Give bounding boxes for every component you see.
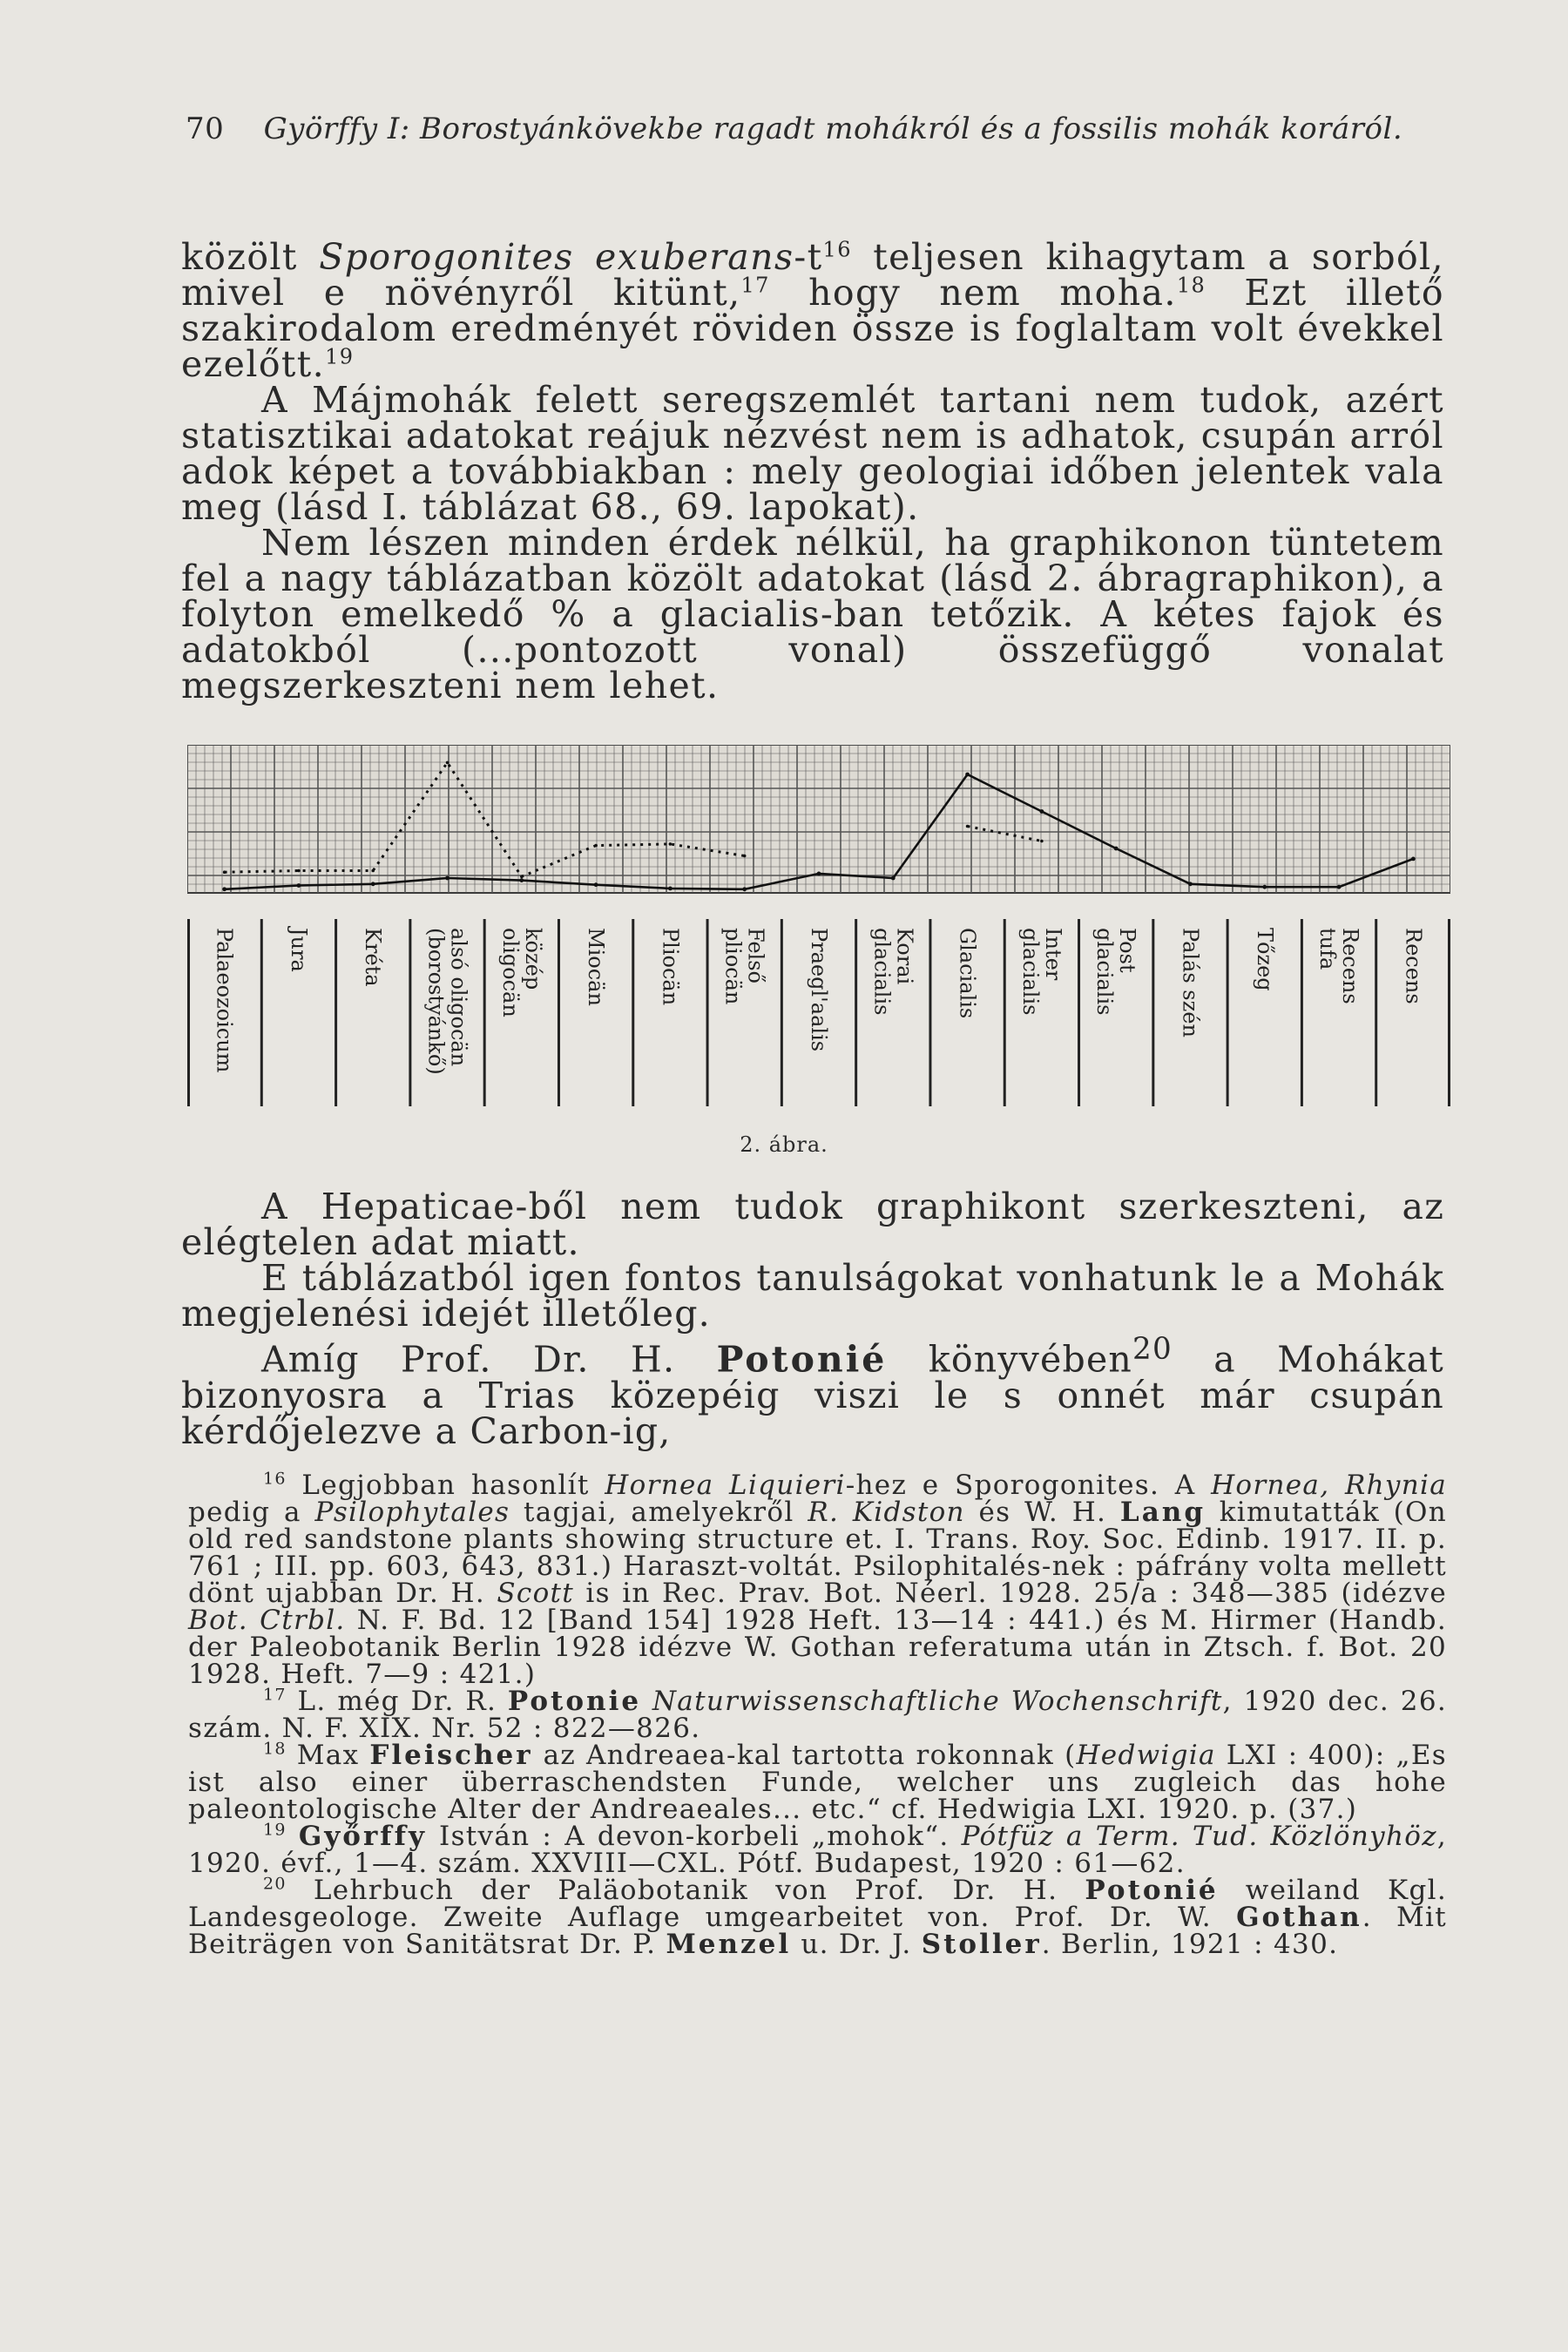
text-run: Ezt illető szakirodalom eredményét röviden össze is foglaltam volt évekkel ezelőtt. <box>181 272 1444 385</box>
category-label: Palás szén <box>1178 928 1203 1037</box>
text-run: -hez e Sporogonites. A <box>845 1470 1212 1501</box>
text-run: L. még Dr. R. <box>286 1686 508 1717</box>
footnote-ref: 20 <box>263 1874 287 1894</box>
text-run: Hornea Liquieri <box>605 1470 846 1501</box>
text-run: Potonié <box>1085 1875 1219 1906</box>
paragraph-after-2 <box>181 1257 1444 1335</box>
text-run: könyvében <box>887 1338 1133 1381</box>
series-point-1 <box>965 773 970 777</box>
text-run: A Májmohák felett seregszemlét tartani nem tudok, azért statisztikai adatokat reájuk nézvést nem is adhatok, csupán arról adok képet a továbbiakban : mely geologiai időben jelentek vala meg (lásd I. táblázat 68., 69. lapokat). <box>181 379 1444 528</box>
text-run: pedig a <box>188 1497 315 1528</box>
category-label: Glacialis <box>955 928 980 1019</box>
category-label: középoligocän <box>497 928 545 1017</box>
text-run: Bot. Ctrbl. <box>188 1605 346 1636</box>
series-point-1 <box>222 887 226 891</box>
series-point-1 <box>371 882 375 886</box>
series-point-1 <box>594 882 598 887</box>
series-point-1 <box>1337 885 1342 889</box>
text-run: Fleischer <box>369 1740 533 1771</box>
text-run: Pótfüz a Term. Tud. Közlönyhöz <box>961 1821 1437 1852</box>
category-label: Koraiglacialis <box>869 928 917 1016</box>
text-run: Hornea, Rhynia <box>1211 1470 1447 1501</box>
series-point-2 <box>297 869 301 873</box>
running-header <box>186 112 1405 146</box>
series-point-1 <box>1411 857 1416 862</box>
text-run: az Andreaea-kal tartotta rokonnak ( <box>532 1740 1077 1771</box>
running-title: Györffy I: Borostyánkövekbe ragadt mohákról és a fossilis mohák koráról. <box>263 112 1403 146</box>
category-label: Postglacialis <box>1092 928 1140 1016</box>
text-run: Max <box>286 1740 370 1771</box>
text-run: N. F. Bd. 12 [Band 154] 1928 Heft. 13—14 : 441.) és M. Hirmer (Handb. der Paleobotanik Berlin 1928 idézve W. Gothan referatuma után in Ztsch. f. Bot. 20 1928. Heft. 7—9 : 421.) <box>188 1605 1447 1690</box>
text-run: A Hepaticae-ből nem tudok graphikont szerkeszteni, az elégtelen adat miatt. <box>181 1186 1444 1263</box>
series-point-1 <box>891 876 896 881</box>
text-run: E táblázatból igen fontos tanulságokat vonhatunk le a Mohák megjelenési idejét illetőleg. <box>181 1257 1444 1335</box>
category-label: alsó oligocän(borostyánkő) <box>423 928 471 1075</box>
series-point-1 <box>519 878 524 882</box>
series-point-1 <box>297 883 301 888</box>
text-run: LXI : 400): „Es ist also einer überraschendsten Funde, welcher uns zugleich das hohe paleontologische Alter der Andreaeales... etc.“ cf. Hedwigia LXI. 1920. p. (37.) <box>188 1740 1447 1825</box>
footnote-ref: 16 <box>822 237 852 262</box>
footnote-ref: 20 <box>1132 1332 1173 1367</box>
text-run: Lang <box>1119 1497 1206 1528</box>
text-run: Naturwissenschaftliche Wochenschrift <box>652 1686 1223 1717</box>
text-run: hogy nem moha. <box>769 272 1177 314</box>
text-run: Sporogonites exuberans <box>319 236 794 278</box>
category-label: Miocän <box>584 928 609 1006</box>
footnote-ref: 19 <box>325 344 355 369</box>
series-point-1 <box>1039 809 1044 814</box>
series-point-1 <box>1188 882 1193 886</box>
text-run: Legjobban hasonlít <box>286 1470 605 1501</box>
series-point-2 <box>520 875 524 879</box>
series-point-2 <box>743 855 747 858</box>
footnote-ref: 17 <box>263 1685 287 1705</box>
series-point-1 <box>742 887 747 891</box>
text-run: Nem lészen minden érdek nélkül, ha graphikonon tüntetem fel a nagy táblázatban közölt adatokat (lásd 2. ábragraphikon), a folyton emelkedő % a glacialis-ban tetőzik. A kétes fajok és adatokból (...pontozott vonal) összefüggő vonalat megszerkeszteni nem lehet. <box>181 522 1444 706</box>
series-point-2 <box>669 842 672 846</box>
category-label: Palaeozoicum <box>212 928 237 1073</box>
paragraph-after-3 <box>181 1332 1444 1450</box>
series-point-2 <box>966 825 970 828</box>
text-run: teljesen kihagytam a sorból, mivel e növényről kitünt, <box>181 236 1444 314</box>
series-point-1 <box>1114 847 1119 851</box>
category-label: Tőzeg <box>1252 928 1277 991</box>
text-run: , 1920 dec. 26. szám. N. F. XIX. Nr. 52 : 822—826. <box>188 1686 1447 1744</box>
text-run: -t <box>794 236 823 278</box>
category-label: Praegl'aalis <box>807 928 831 1052</box>
footnote-ref: 19 <box>263 1820 287 1840</box>
footnote-2 <box>188 1685 1447 1744</box>
text-run: Psilophytales <box>314 1497 510 1528</box>
text-run: , 1920. évf., 1—4. szám. XXVIII—CXL. Pótf. Budapest, 1920 : 61—62. <box>188 1821 1447 1879</box>
series-point-2 <box>371 869 375 873</box>
series-point-2 <box>594 844 598 848</box>
text-run: István : A devon-korbeli „mohok“. <box>427 1821 962 1852</box>
footnote-3 <box>188 1739 1447 1825</box>
text-run: és W. H. <box>964 1497 1120 1528</box>
main-text-top <box>181 236 1444 706</box>
text-run: Menzel <box>666 1929 792 1960</box>
text-run: tagjai, amelyekről <box>510 1497 808 1528</box>
paragraph-1 <box>181 236 1444 385</box>
text-run: is in Rec. Prav. Bot. Néerl. 1928. 25/a : 348—385 (idézve <box>574 1578 1447 1609</box>
series-point-2 <box>223 870 226 874</box>
page-number: 70 <box>186 112 225 146</box>
footnote-4 <box>188 1820 1447 1879</box>
footnote-5 <box>188 1874 1447 1960</box>
text-run: R. Kidston <box>808 1497 965 1528</box>
text-run: közölt <box>181 236 320 278</box>
category-label: Recens <box>1401 928 1426 1004</box>
paragraph-after-1 <box>181 1186 1444 1263</box>
footnote-ref: 18 <box>1176 273 1206 298</box>
paragraph-3 <box>181 522 1444 706</box>
footnote-1 <box>188 1469 1447 1690</box>
category-label: Recenstufa <box>1315 928 1363 1004</box>
series-point-1 <box>668 887 672 891</box>
text-run: a Mohákat bizonyosra a Trias közepéig viszi le s onnét már csupán kérdőjelezve a Carbon-ig, <box>181 1338 1444 1452</box>
text-run: Győrffy <box>298 1821 427 1852</box>
series-point-2 <box>1040 840 1044 843</box>
category-label: Jura <box>286 928 311 972</box>
text-run: . Berlin, 1921 : 430. <box>1041 1929 1339 1960</box>
text-run: Gothan <box>1236 1902 1362 1933</box>
text-run: Potonié <box>716 1338 888 1381</box>
text-run: Potonie <box>507 1686 642 1717</box>
line-graph <box>187 745 1450 1128</box>
series-point-1 <box>445 876 449 881</box>
text-run: Amíg Prof. Dr. H. <box>261 1338 717 1381</box>
series-point-2 <box>446 761 449 765</box>
footnote-ref: 18 <box>263 1739 287 1759</box>
footnote-ref: 17 <box>740 273 770 298</box>
category-label: Felsőpliocän <box>720 928 768 1005</box>
text-run: u. Dr. J. <box>791 1929 922 1960</box>
text-run: Hedwigia <box>1076 1740 1216 1771</box>
category-label: Pliocän <box>658 928 683 1006</box>
text-run: Scott <box>497 1578 575 1609</box>
footnotes <box>188 1469 1447 1960</box>
category-label: Interglacialis <box>1017 928 1065 1016</box>
text-run: . Mit Beiträgen von Sanitätsrat Dr. P. <box>188 1902 1447 1960</box>
graph-figure <box>187 745 1450 1128</box>
text-run: weiland Kgl. Landesgeologe. Zweite Auflage umgearbeitet von. Prof. Dr. W. <box>188 1875 1447 1933</box>
text-run: Stoller <box>921 1929 1042 1960</box>
figure-caption: 2. ábra. <box>740 1132 828 1157</box>
footnote-ref: 16 <box>263 1469 287 1489</box>
chart-grid-frame <box>187 745 1450 893</box>
category-label: Kréta <box>361 928 386 987</box>
paragraph-2 <box>181 379 1444 528</box>
series-point-1 <box>817 872 821 876</box>
text-run: kimutatták (On old red sandstone plants showing structure et. I. Trans. Roy. Soc. Edinb. 1917. II. p. 761 ; III. pp. 603, 643, 831.) Haraszt-voltát. Psilophitalés-nek : páfrány volta mellett dönt ujabban Dr. H. <box>188 1497 1447 1609</box>
series-point-1 <box>1262 885 1267 889</box>
text-run: Lehrbuch der Paläobotanik von Prof. Dr. H. <box>286 1875 1085 1906</box>
main-text-bottom <box>181 1186 1444 1452</box>
